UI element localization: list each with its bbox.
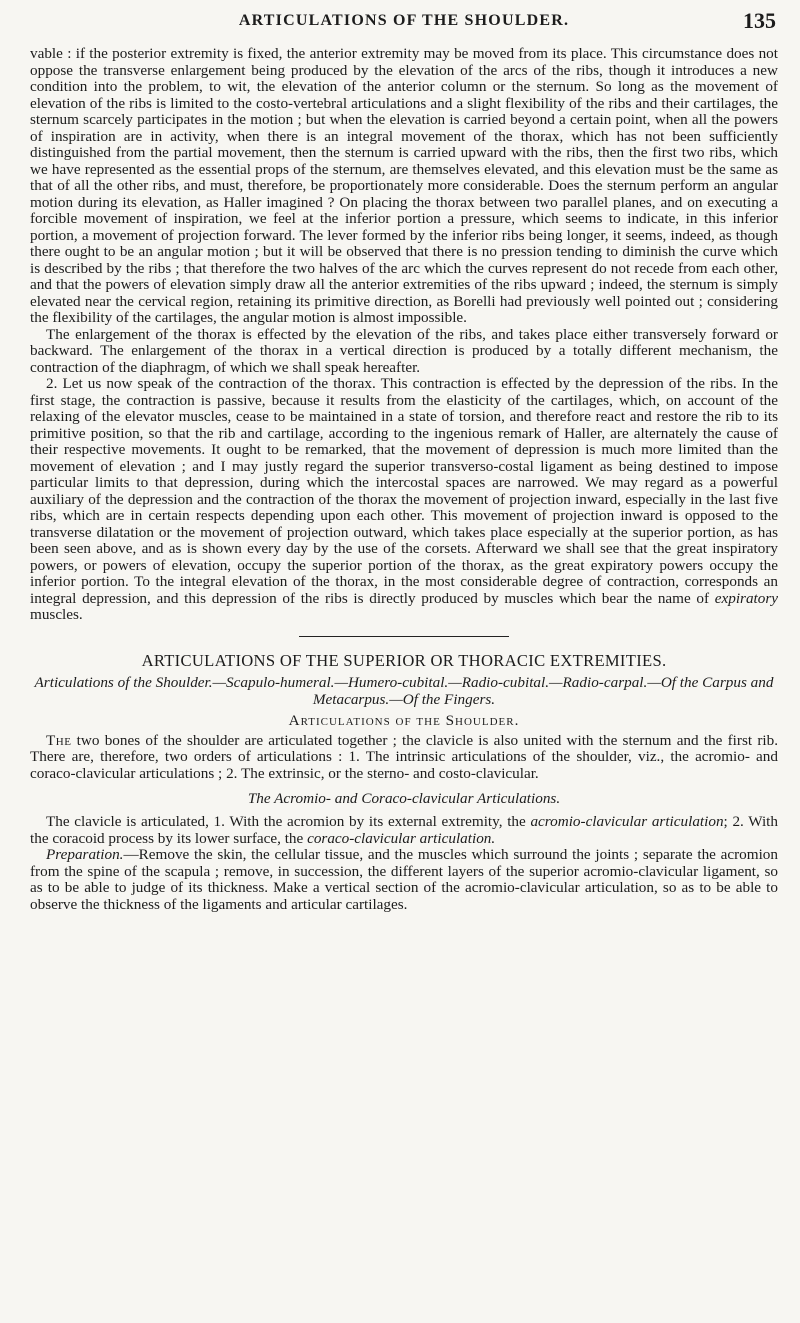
clavicle-text-b: ; 2. With the coracoid process by its lower surface, the — [30, 813, 778, 847]
expiratory-term: expiratory — [714, 589, 779, 607]
section-divider — [299, 636, 509, 637]
paragraph-shoulder-bones-text: two bones of the shoulder are articulated together ; the clavicle is also united with the sternum and the first rib. There are, therefore, two orders of articulations : 1. The intrinsic articulations of the shoulder, viz., the acromio- and coraco-clavicular articulations ; 2. The extrinsic, or the sterno- and costo-clavicular. — [30, 731, 778, 782]
paragraph-shoulder-bones — [30, 733, 778, 783]
paragraph-thorax-enlargement: The enlargement of the thorax is effected by the elevation of the ribs, and takes place either transversely forward or backward. The enlargement of the thorax in a vertical direction is produced by a totally different mechanism, the contraction of the diaphragm, of which we shall speak hereafter. — [30, 325, 778, 376]
paragraph-thorax-contraction — [30, 376, 778, 624]
section-title: ARTICULATIONS OF THE SUPERIOR OR THORACIC EXTREMITIES. — [141, 650, 667, 670]
clavicle-term-1: acromio-clavicular articulation — [530, 813, 724, 830]
preparation-text: —Remove the skin, the cellular tissue, and the muscles which surround the joints ; separate the acromion from the spine of the scapula ; remove, in succession, the different layers of the superior acromio-clavicular ligament, so as to be able to judge of its thickness. Make a vertical section of the acromio-clavicular articulation, so as to be able to observe the thickness of the ligaments and articular cartilages. — [30, 846, 778, 913]
subhead-acromio-coraco: The Acromio- and Coraco-clavicular Articulations. — [247, 790, 561, 807]
paragraph-clavicle — [30, 814, 778, 847]
preparation-label: Preparation. — [46, 846, 124, 863]
subhead-shoulder: Articulations of the Shoulder. — [288, 711, 520, 729]
paragraph-thorax-contraction-text: 2. Let us now speak of the contraction of the thorax. This contraction is effected by the depression of the ribs. In the first stage, the contraction is passive, because it results from the elasticity of the cartilages, which, on account of the relaxing of the elevator muscles, cease to be maintained in a state of torsion, and therefore react and restore the rib to its primitive position, so that the rib and cartilage, according to the ingenious remark of Haller, are alternately the cause of their respective movements. It ought to be remarked, that the movement of depression is much more limited than the movement of elevation ; and I may justly regard the superior transverso-costal ligament as being destined to impose particular limits to that depression, during which the intercostal spaces are narrowed. We may regard as a powerful auxiliary of the depression and the contraction of the thorax the movement of projection inward, especially in the last five ribs, which are in certain respects depending upon each other. This movement of projection inward is opposed to the transverse dilatation or the movement of projection outward, which takes place especially at the superior portion, as has been seen above, and as is shown every day by the use of the corsets. Afterward we shall see that the great inspiratory powers, or powers of elevation, occupy the superior portion of the thorax, as the great expiratory powers occupy the inferior portion. To the integral elevation of the thorax, in the most considerable degree of contraction, corresponds an integral depression, and this depression of the ribs is directly produced by muscles which bear the name of — [30, 375, 778, 607]
running-head — [30, 8, 778, 46]
paragraph-sternum-elevation: vable : if the posterior extremity is fixed, the anterior extremity may be moved from its place. This circumstance does not oppose the transverse enlargement being produced by the elevation of the arcs of the ribs, though it introduces a new condition into the problem, to wit, the elevation of the anterior column or the sternum. So long as the movement of elevation of the ribs is limited to the costo-vertebral articulations and a slight flexibility of the ribs and their cartilages, the sternum scarcely participates in the motion ; but when the elevation is carried beyond a certain point, when all the powers of inspiration are in activity, when there is an integral movement of the thorax, which has not been sufficiently distinguished from the partial movement, then the sternum is carried upward with the ribs, then the first two ribs, which we have represented as the essential props of the sternum, are themselves elevated, and this elevation must be the same as that of all the other ribs, and must, therefore, be proportionately more considerable. Does the sternum perform an angular motion during its elevation, as Haller imagined ? On placing the thorax between two parallel planes, and on executing a forcible movement of inspiration, we feel at the inferior portion a pressure, which seems to indicate, in this inferior portion, a movement of projection forward. The lever formed by the inferior ribs being longer, it seems, indeed, as though there ought to be an angular motion ; but it will be observed that there is no pression tending to diminish the curve which is described by the ribs ; that therefore the two halves of the arc which the curves represent do not recede from each other, and that the powers of elevation simply draw all the anterior extremities of the ribs upward ; indeed, the sternum is simply elevated near the cervical region, retaining its primitive direction, as Borelli had previously well pointed out ; considering the flexibility of the cartilages, the angular motion is almost impossible. — [30, 45, 778, 326]
clavicle-text-a: The clavicle is articulated, 1. With the acromion by its external extremity, the — [46, 813, 531, 830]
page-number: 135 — [743, 8, 776, 33]
running-title: ARTICULATIONS OF THE SHOULDER. — [238, 12, 570, 29]
clavicle-term-2: coraco-clavicular articulation. — [307, 829, 496, 847]
paragraph-preparation — [30, 847, 778, 913]
section-subtitle: Articulations of the Shoulder.—Scapulo-humeral.—Humero-cubital.—Radio-cubital.—Radio-carpal.—Of the Carpus and Metacarpus.—Of the Fingers. — [34, 673, 774, 708]
paragraph-end: muscles. — [30, 606, 83, 623]
lead-word: The — [46, 731, 72, 749]
